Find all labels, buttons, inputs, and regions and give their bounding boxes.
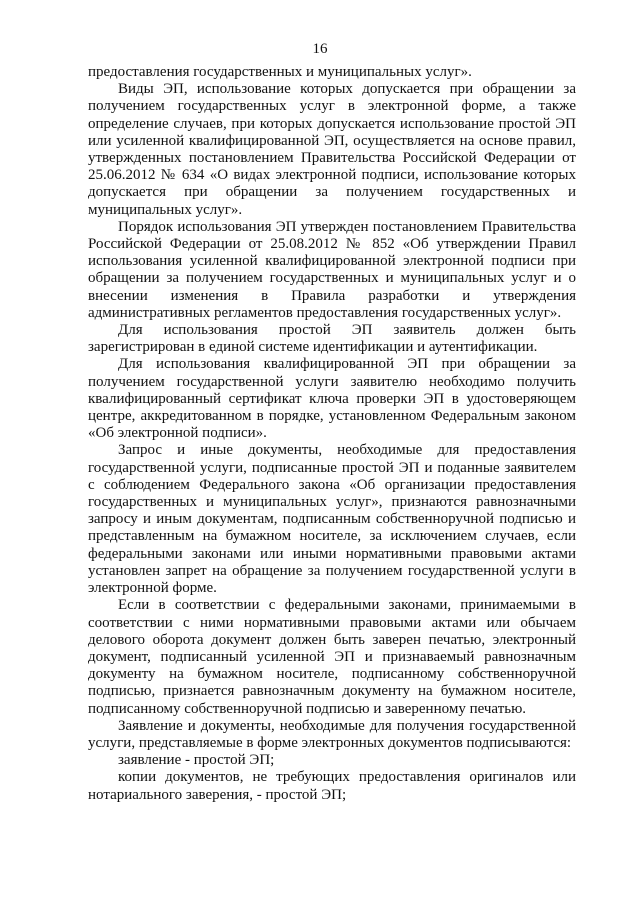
paragraph-seal-requirement: Если в соответствии с федеральными законами, принимаемыми в соответствии с ними нормативными правовыми актами или обычаем делового оборота документ должен быть заверен печатью, электронный документ, подписанный усиленной ЭП и признаваемый равнозначным документу на бумажном носителе, подписанному собственноручной подписью, признается равнозначным документу на бумажном носителе, подписанному собственноручной подписью и заверенному печатью. [88,597,576,717]
paragraph-ep-types: Виды ЭП, использование которых допускается при обращении за получением государственных услуг в электронной форме, а также определение случаев, при которых допускается использование простой ЭП или усиленной квалифицированной ЭП, осуществляется на основе правил, утвержденных постановлением Правительства Российской Федерации от 25.06.2012 № 634 «О видах электронной подписи, использование которых допускается при обращении за получением государственных и муниципальных услуг». [88,81,576,218]
paragraph-request-documents: Запрос и иные документы, необходимые для предоставления государственной услуги, подписанные простой ЭП и поданные заявителем с соблюдением Федерального закона «Об организации предоставления государственных и муниципальных услуг», признаются равнозначными запросу и иным документам, подписанным собственноручной подписью и представленным на бумажном носителе, за исключением случаев, если федеральными законами или иными нормативными правовыми актами установлен запрет на обращение за получением государственной услуги в электронной форме. [88,442,576,597]
list-item-document-copies: копии документов, не требующих предоставления оригиналов или нотариального заверения, - простой ЭП; [88,769,576,803]
paragraph-signing-intro: Заявление и документы, необходимые для получения государственной услуги, представляемые в форме электронных документов подписываются: [88,717,576,751]
list-item-application: заявление - простой ЭП; [118,752,275,769]
document-body [88,64,576,804]
paragraph-continuation: предоставления государственных и муниципальных услуг». [88,64,472,80]
paragraph-qualified-ep: Для использования квалифицированной ЭП при обращении за получением государственной услуги заявителю необходимо получить квалифицированный сертификат ключа проверки ЭП в удостоверяющем центре, аккредитованном в порядке, установленном Федеральным законом «Об электронной подписи». [88,356,576,442]
paragraph-ep-procedure: Порядок использования ЭП утвержден постановлением Правительства Российской Федерации от 25.08.2012 № 852 «Об утверждении Правил использования усиленной квалифицированной электронной подписи при обращении за получением государственных и муниципальных услуг и о внесении изменения в Правила разработки и утверждения административных регламентов предоставления государственных услуг». [88,218,576,321]
paragraph-simple-ep: Для использования простой ЭП заявитель должен быть зарегистрирован в единой системе идентификации и аутентификации. [88,322,576,356]
page-number: 16 [312,41,328,57]
